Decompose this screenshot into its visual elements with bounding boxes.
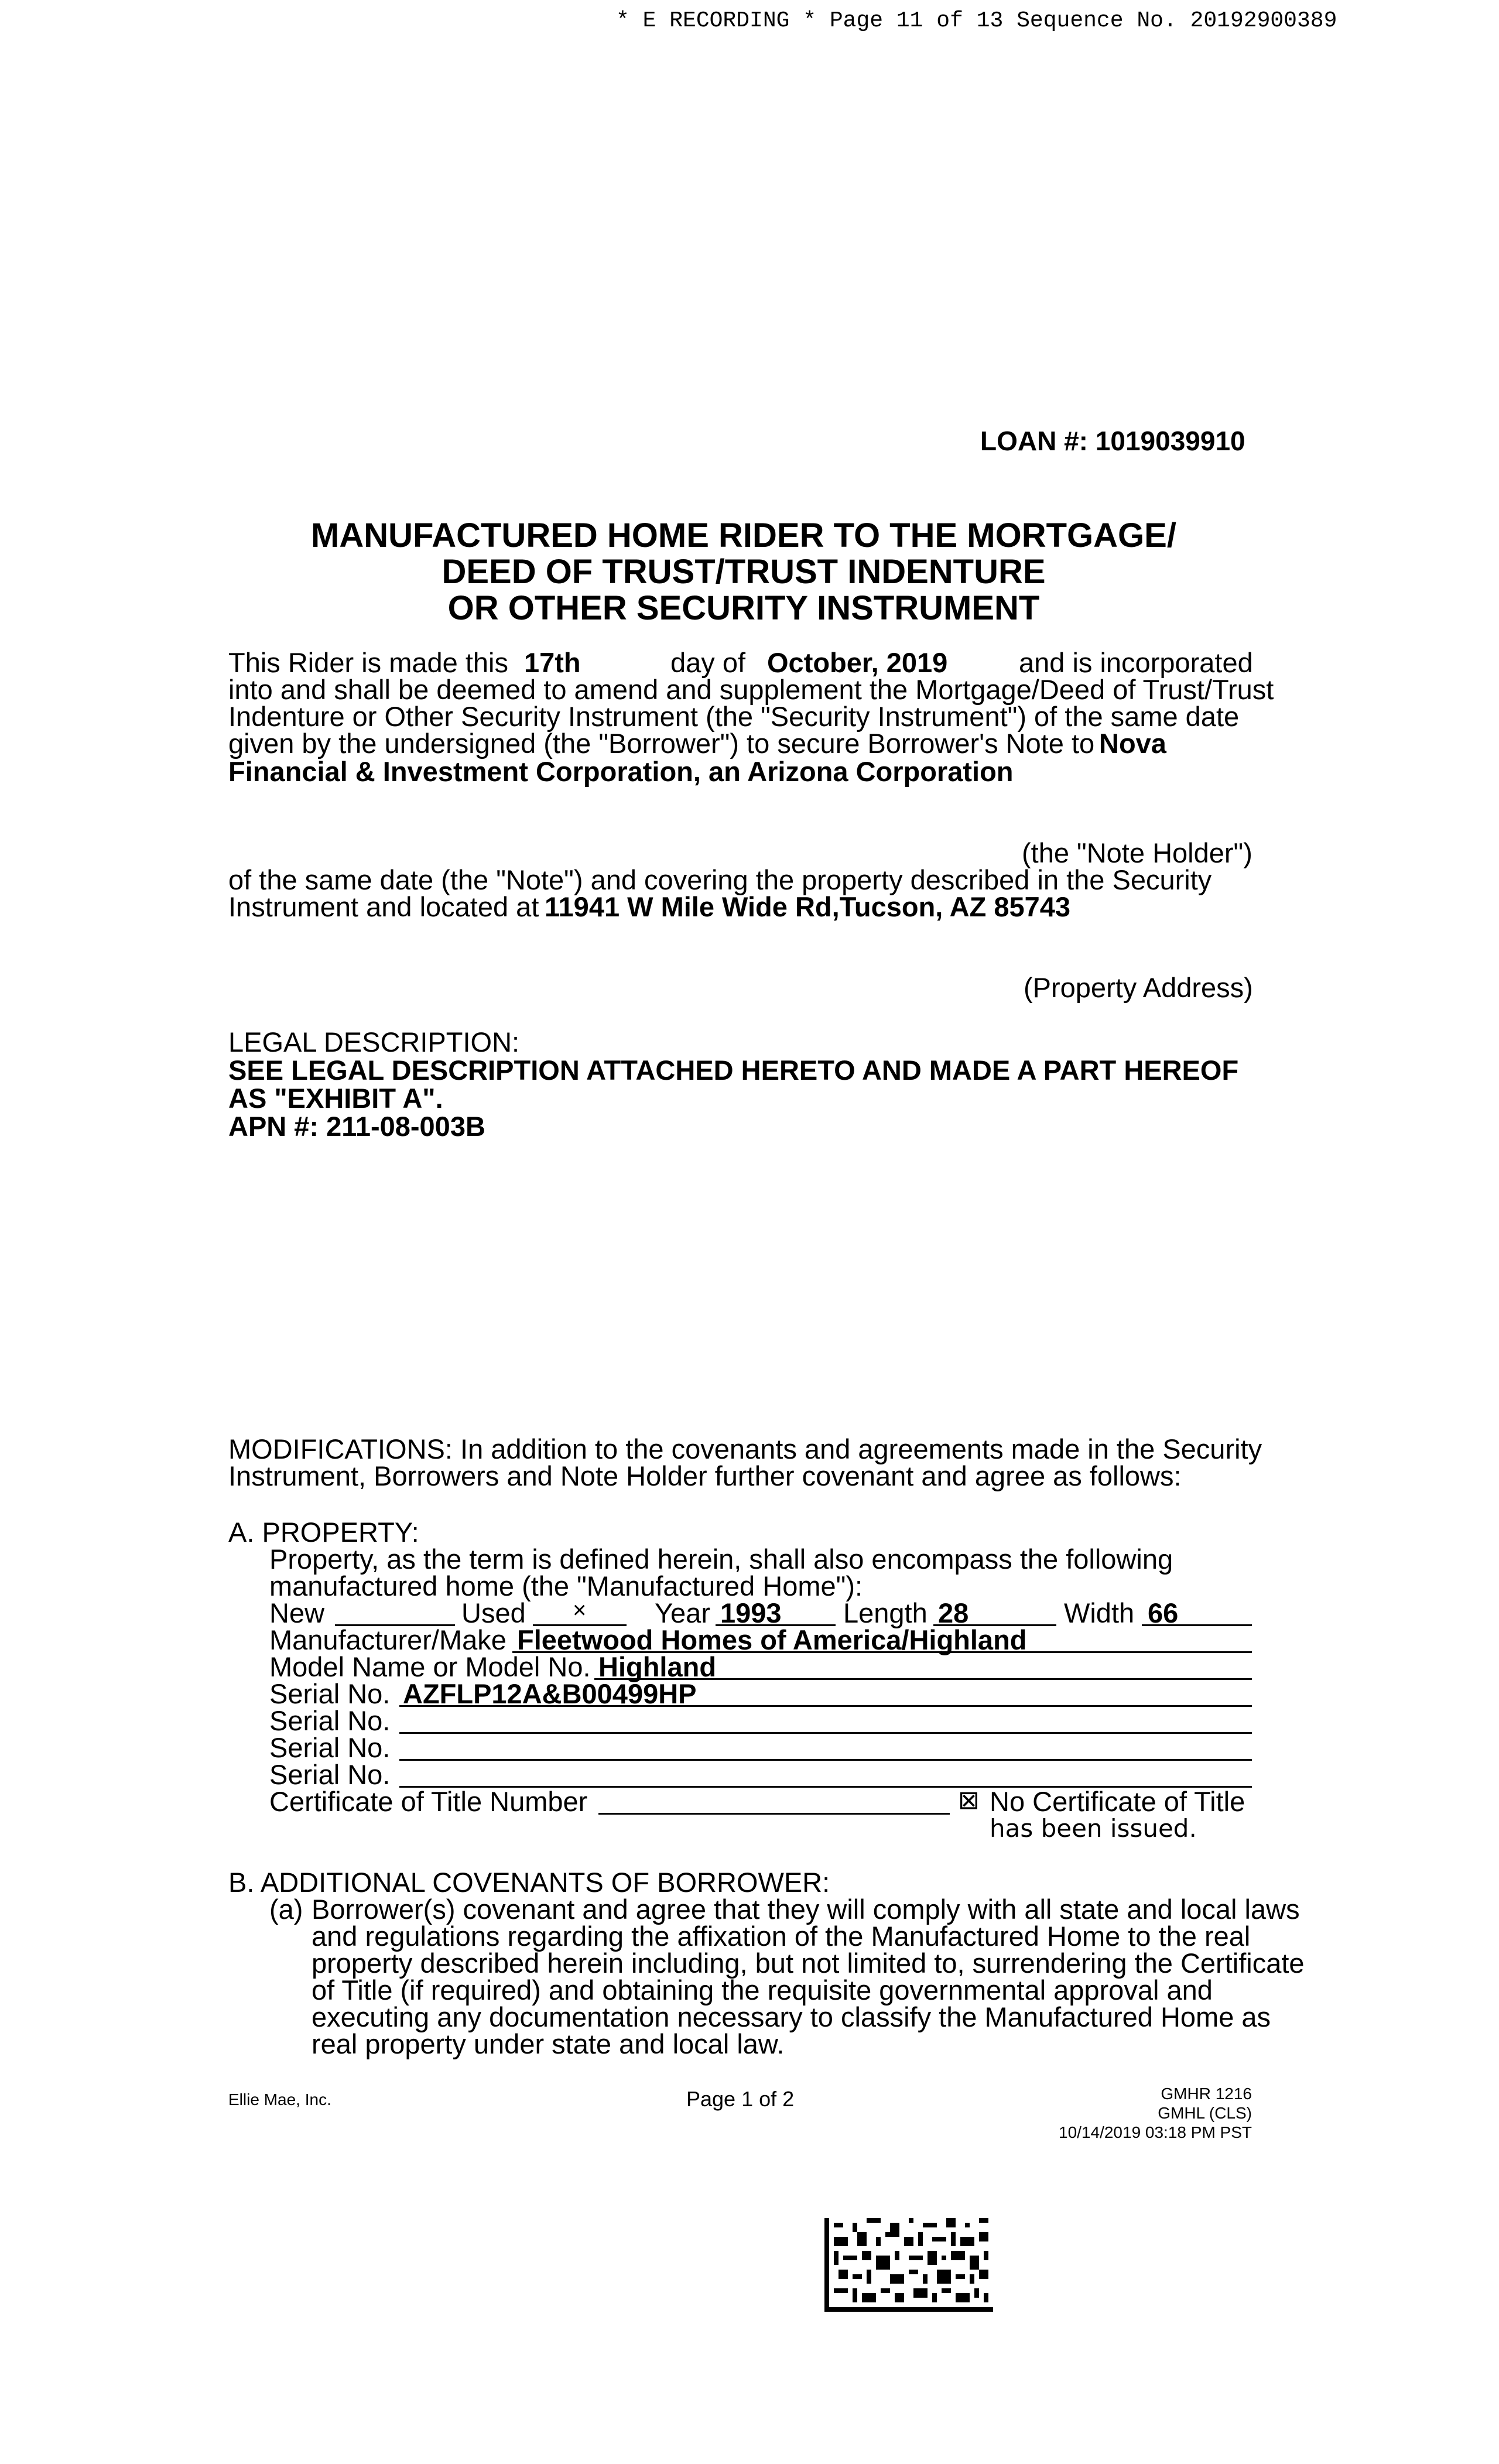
intro-suffix: and is incorporated [1019, 647, 1253, 678]
certificate-label: Certificate of Title Number [269, 1786, 588, 1817]
covenant-a-line-6: real property under state and local law. [312, 2028, 785, 2059]
manufacturer-value: Fleetwood Homes of America/Highland [517, 1624, 1027, 1655]
intro-line-6: of the same date (the "Note") and covering the property described in the Security [228, 864, 1212, 895]
certificate-field [598, 1813, 950, 1815]
property-heading: A. PROPERTY: [228, 1517, 419, 1548]
lender-name-part-1: Nova [1099, 728, 1166, 759]
title-line-1: MANUFACTURED HOME RIDER TO THE MORTGAGE/ [311, 516, 1176, 555]
serial-field-3 [399, 1759, 1252, 1761]
serial-label-4: Serial No. [269, 1759, 391, 1790]
barcode-image [824, 2218, 993, 2312]
intro-line-7 [228, 892, 539, 921]
model-label: Model Name or Model No. [269, 1651, 591, 1682]
property-desc-2: manufactured home (the "Manufactured Home"): [269, 1570, 863, 1601]
property-desc-1: Property, as the term is defined herein, shall also encompass the following [269, 1544, 1173, 1575]
length-value: 28 [938, 1597, 969, 1628]
serial-value-1: AZFLP12A&B00499HP [403, 1678, 697, 1709]
used-mark: × [573, 1597, 587, 1623]
title-line-3: OR OTHER SECURITY INSTRUMENT [447, 589, 1040, 627]
serial-field-2 [399, 1732, 1252, 1734]
covenant-a-line-4: of Title (if required) and obtaining the requisite governmental approval and [312, 1974, 1213, 2006]
intro-day-of: day of [670, 647, 746, 678]
intro-line-4 [228, 729, 1094, 758]
footer-page-number: Page 1 of 2 [686, 2087, 795, 2111]
modifications-line-2: Instrument, Borrowers and Note Holder further covenant and agree as follows: [228, 1460, 1182, 1491]
intro-line-7-prefix: Instrument and located at [228, 891, 539, 922]
note-holder-label: (the "Note Holder") [1022, 837, 1252, 868]
covenant-a-label: (a) [269, 1894, 303, 1925]
property-address: 11941 W Mile Wide Rd,Tucson, AZ 85743 [545, 891, 1071, 922]
footer-form-code-1: GMHR 1216 [1161, 2085, 1252, 2103]
no-certificate-line-2: has been issued. [990, 1814, 1197, 1843]
legal-line-1: SEE LEGAL DESCRIPTION ATTACHED HERETO AND MADE A PART HEREOF [228, 1055, 1239, 1086]
intro-line-2: into and shall be deemed to amend and supplement the Mortgage/Deed of Trust/Trust [228, 674, 1274, 705]
apn-number: APN #: 211-08-003B [228, 1111, 485, 1142]
loan-number: LOAN #: 1019039910 [980, 426, 1245, 456]
new-label: New [269, 1597, 325, 1628]
width-label: Width [1064, 1597, 1135, 1628]
intro-line-4-prefix: given by the undersigned (the "Borrower") to secure Borrower's Note to [228, 728, 1095, 759]
covenant-a-line-3: property described herein including, but not limited to, surrendering the Certificate [312, 1948, 1305, 1979]
serial-label-3: Serial No. [269, 1732, 391, 1763]
covenant-a-line-2: and regulations regarding the affixation of the Manufactured Home to the real [312, 1921, 1251, 1952]
footer-company: Ellie Mae, Inc. [228, 2090, 331, 2109]
serial-label-2: Serial No. [269, 1705, 391, 1736]
rider-day: 17th [524, 647, 581, 678]
year-value: 1993 [720, 1597, 782, 1628]
legal-line-2: AS "EXHIBIT A". [228, 1083, 443, 1114]
intro-line-3: Indenture or Other Security Instrument (the "Security Instrument") of the same date [228, 701, 1240, 732]
recording-header: * E RECORDING * Page 11 of 13 Sequence No. 20192900389 [616, 8, 1337, 33]
document-title [228, 518, 1259, 627]
serial-label-1: Serial No. [269, 1678, 391, 1709]
intro-line-1 [228, 648, 508, 677]
property-address-label: (Property Address) [1024, 972, 1253, 1003]
used-label: Used [461, 1597, 526, 1628]
rider-date: October, 2019 [767, 647, 948, 678]
lender-name-part-2: Financial & Investment Corporation, an Arizona Corporation [228, 756, 1014, 787]
legal-heading: LEGAL DESCRIPTION: [228, 1026, 520, 1058]
no-certificate-checkbox: ⊠ [958, 1786, 980, 1815]
modifications-line-1: MODIFICATIONS: In addition to the covenants and agreements made in the Security [228, 1433, 1262, 1464]
width-value: 66 [1148, 1597, 1179, 1628]
manufacturer-label: Manufacturer/Make [269, 1624, 506, 1655]
intro-prefix: This Rider is made this [228, 647, 508, 678]
covenant-a-line-5: executing any documentation necessary to classify the Manufactured Home as [312, 2001, 1271, 2032]
footer-form-code-2: GMHL (CLS) [1158, 2104, 1252, 2122]
no-certificate-line-1: No Certificate of Title [990, 1786, 1245, 1817]
covenant-a-line-1: Borrower(s) covenant and agree that they will comply with all state and local laws [312, 1894, 1300, 1925]
model-value: Highland [598, 1651, 717, 1682]
covenants-heading: B. ADDITIONAL COVENANTS OF BORROWER: [228, 1867, 830, 1898]
length-label: Length [843, 1597, 928, 1628]
title-line-2: DEED OF TRUST/TRUST INDENTURE [442, 553, 1046, 591]
year-label: Year [655, 1597, 710, 1628]
footer-timestamp: 10/14/2019 03:18 PM PST [1059, 2123, 1252, 2141]
